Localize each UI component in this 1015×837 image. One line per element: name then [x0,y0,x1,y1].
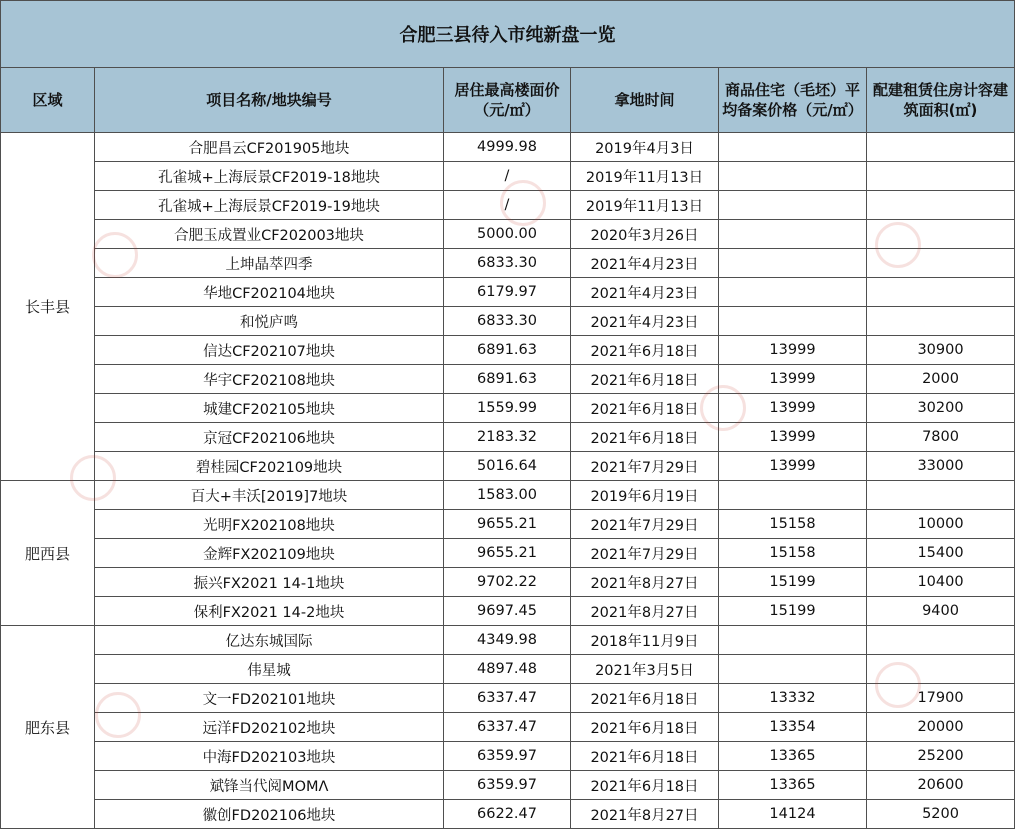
rental-area-cell [867,133,1015,162]
project-name-cell: 华宇CF202108地块 [95,365,444,394]
header-row [1,68,1015,133]
land-date-cell: 2021年6月18日 [571,365,719,394]
table-title: 合肥三县待入市纯新盘一览 [1,1,1015,68]
max-price-cell: 9655.21 [444,539,571,568]
land-date-cell: 2021年6月18日 [571,742,719,771]
table-row [1,800,1015,829]
header-avg-price: 商品住宅（毛坯）平均备案价格（元/㎡） [719,68,867,133]
rental-area-cell: 10000 [867,510,1015,539]
max-price-cell: 1559.99 [444,394,571,423]
avg-price-cell [719,307,867,336]
region-cell: 肥东县 [1,626,95,829]
project-name-cell: 城建CF202105地块 [95,394,444,423]
region-cell: 长丰县 [1,133,95,481]
header-date: 拿地时间 [571,68,719,133]
table-row [1,394,1015,423]
table-row [1,510,1015,539]
rental-area-cell: 7800 [867,423,1015,452]
project-name-cell: 保利FX2021 14-2地块 [95,597,444,626]
project-name-cell: 金辉FX202109地块 [95,539,444,568]
avg-price-cell [719,191,867,220]
rental-area-cell: 15400 [867,539,1015,568]
avg-price-cell: 13365 [719,771,867,800]
land-date-cell: 2021年7月29日 [571,452,719,481]
rental-area-cell: 20600 [867,771,1015,800]
project-name-cell: 徽创FD202106地块 [95,800,444,829]
rental-area-cell [867,249,1015,278]
rental-area-cell: 17900 [867,684,1015,713]
table-row [1,568,1015,597]
avg-price-cell: 13999 [719,423,867,452]
table-row [1,597,1015,626]
avg-price-cell: 13999 [719,452,867,481]
avg-price-cell: 15158 [719,539,867,568]
rental-area-cell: 30200 [867,394,1015,423]
land-date-cell: 2021年8月27日 [571,800,719,829]
project-name-cell: 远洋FD202102地块 [95,713,444,742]
project-name-cell: 振兴FX2021 14-1地块 [95,568,444,597]
land-date-cell: 2021年6月18日 [571,684,719,713]
table-row [1,481,1015,510]
table-row [1,191,1015,220]
max-price-cell: 6891.63 [444,336,571,365]
project-name-cell: 斌锋当代阅MOMΛ [95,771,444,800]
avg-price-cell [719,249,867,278]
table-row [1,220,1015,249]
max-price-cell: 5016.64 [444,452,571,481]
project-name-cell: 中海FD202103地块 [95,742,444,771]
max-price-cell: 6833.30 [444,249,571,278]
project-name-cell: 光明FX202108地块 [95,510,444,539]
max-price-cell: 6833.30 [444,307,571,336]
max-price-cell: 6359.97 [444,771,571,800]
max-price-cell: 9702.22 [444,568,571,597]
table-row [1,655,1015,684]
max-price-cell: 6179.97 [444,278,571,307]
max-price-cell: 9655.21 [444,510,571,539]
avg-price-cell: 15158 [719,510,867,539]
avg-price-cell: 13999 [719,394,867,423]
avg-price-cell [719,133,867,162]
max-price-cell: 4349.98 [444,626,571,655]
rental-area-cell: 33000 [867,452,1015,481]
project-name-cell: 文一FD202101地块 [95,684,444,713]
project-name-cell: 合肥昌云CF201905地块 [95,133,444,162]
header-rental-area: 配建租赁住房计容建筑面积(㎡) [867,68,1015,133]
avg-price-cell: 15199 [719,568,867,597]
land-date-cell: 2021年6月18日 [571,394,719,423]
rental-area-cell [867,162,1015,191]
land-date-cell: 2021年6月18日 [571,771,719,800]
avg-price-cell: 13999 [719,365,867,394]
avg-price-cell: 15199 [719,597,867,626]
max-price-cell: / [444,162,571,191]
table-body [1,133,1015,829]
land-date-cell: 2021年8月27日 [571,597,719,626]
table-row [1,307,1015,336]
avg-price-cell: 14124 [719,800,867,829]
project-name-cell: 百大+丰沃[2019]7地块 [95,481,444,510]
max-price-cell: 6337.47 [444,684,571,713]
table-row [1,162,1015,191]
max-price-cell: 5000.00 [444,220,571,249]
max-price-cell: 2183.32 [444,423,571,452]
project-name-cell: 华地CF202104地块 [95,278,444,307]
table-row [1,133,1015,162]
table-row [1,539,1015,568]
land-date-cell: 2021年8月27日 [571,568,719,597]
land-date-cell: 2021年7月29日 [571,510,719,539]
rental-area-cell [867,220,1015,249]
land-date-cell: 2021年4月23日 [571,249,719,278]
rental-area-cell: 30900 [867,336,1015,365]
table-row [1,423,1015,452]
avg-price-cell [719,655,867,684]
table-row [1,626,1015,655]
table-row [1,365,1015,394]
rental-area-cell: 25200 [867,742,1015,771]
avg-price-cell: 13354 [719,713,867,742]
project-name-cell: 孔雀城+上海辰景CF2019-18地块 [95,162,444,191]
max-price-cell: 9697.45 [444,597,571,626]
rental-area-cell: 9400 [867,597,1015,626]
project-name-cell: 碧桂园CF202109地块 [95,452,444,481]
table-row [1,771,1015,800]
land-date-cell: 2018年11月9日 [571,626,719,655]
project-name-cell: 孔雀城+上海辰景CF2019-19地块 [95,191,444,220]
land-date-cell: 2021年6月18日 [571,713,719,742]
table-row [1,452,1015,481]
project-name-cell: 信达CF202107地块 [95,336,444,365]
avg-price-cell [719,481,867,510]
rental-area-cell: 10400 [867,568,1015,597]
header-max-price: 居住最高楼面价（元/㎡） [444,68,571,133]
max-price-cell: / [444,191,571,220]
land-date-cell: 2021年6月18日 [571,336,719,365]
avg-price-cell [719,162,867,191]
max-price-cell: 1583.00 [444,481,571,510]
land-date-cell: 2021年3月5日 [571,655,719,684]
table-row [1,713,1015,742]
rental-area-cell: 2000 [867,365,1015,394]
project-name-cell: 上坤晶萃四季 [95,249,444,278]
header-project: 项目名称/地块编号 [95,68,444,133]
max-price-cell: 4897.48 [444,655,571,684]
land-date-cell: 2020年3月26日 [571,220,719,249]
table-row [1,684,1015,713]
header-region: 区域 [1,68,95,133]
table-row [1,336,1015,365]
land-date-cell: 2019年11月13日 [571,191,719,220]
table-row [1,278,1015,307]
avg-price-cell [719,278,867,307]
table-row [1,742,1015,771]
rental-area-cell: 20000 [867,713,1015,742]
project-name-cell: 合肥玉成置业CF202003地块 [95,220,444,249]
max-price-cell: 6359.97 [444,742,571,771]
project-name-cell: 亿达东城国际 [95,626,444,655]
land-date-cell: 2021年6月18日 [571,423,719,452]
project-name-cell: 伟星城 [95,655,444,684]
rental-area-cell [867,481,1015,510]
max-price-cell: 4999.98 [444,133,571,162]
rental-area-cell [867,307,1015,336]
land-date-cell: 2019年11月13日 [571,162,719,191]
region-cell: 肥西县 [1,481,95,626]
avg-price-cell [719,626,867,655]
project-name-cell: 和悦庐鸣 [95,307,444,336]
rental-area-cell [867,278,1015,307]
rental-area-cell [867,191,1015,220]
land-date-cell: 2021年4月23日 [571,278,719,307]
land-date-cell: 2019年6月19日 [571,481,719,510]
avg-price-cell [719,220,867,249]
land-date-cell: 2021年7月29日 [571,539,719,568]
avg-price-cell: 13365 [719,742,867,771]
rental-area-cell [867,655,1015,684]
land-date-cell: 2019年4月3日 [571,133,719,162]
project-name-cell: 京冠CF202106地块 [95,423,444,452]
table-row [1,249,1015,278]
max-price-cell: 6622.47 [444,800,571,829]
rental-area-cell [867,626,1015,655]
max-price-cell: 6337.47 [444,713,571,742]
avg-price-cell: 13332 [719,684,867,713]
land-date-cell: 2021年4月23日 [571,307,719,336]
rental-area-cell: 5200 [867,800,1015,829]
avg-price-cell: 13999 [719,336,867,365]
max-price-cell: 6891.63 [444,365,571,394]
